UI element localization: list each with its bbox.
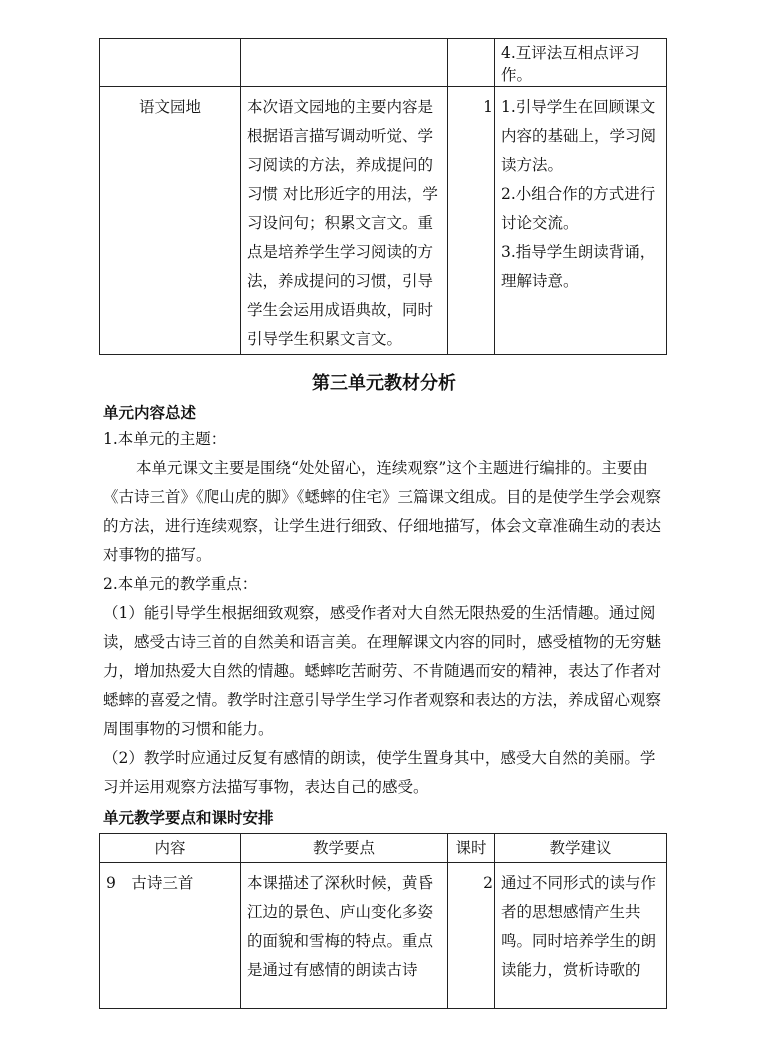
table-cell [100,87,241,355]
header-teaching-points: 教学要点 [312,839,375,857]
table-cell [495,863,667,1009]
advice-text: 通过不同形式的读与作者的思想感情产生共鸣。同时培养学生的朗读能力，赏析诗歌的 [501,874,657,979]
advice-list [495,87,666,296]
table-row [100,863,667,1009]
table-cell [241,87,448,355]
table-cell [448,863,495,1009]
teaching-points-text: 本课描述了深秋时候，黄昏江边的景色、庐山变化多姿的面貌和雪梅的特点。重点是通过有感情的朗读古诗 [247,874,434,979]
class-hours: 1 [483,98,493,116]
header-content: 内容 [154,839,186,857]
table-cell [241,863,448,1009]
table-header-row [100,834,667,863]
section-title: 单元教学要点和课时安排 [103,809,274,827]
table-row [100,87,667,355]
item-title: 2.本单元的教学重点： [103,575,258,593]
table-header-cell [241,834,448,863]
table-cell [241,39,448,87]
table-header-cell [495,834,667,863]
teaching-points-text: 本次语文园地的主要内容是根据语言描写调动听觉、学习阅读的方法，养成提问的习惯 对比形近字的用法，学习设问句；积累文言文。重点是培养学生学习阅读的方法，养成提问的习惯，引导学生会运用成语典故，同时引导学生积累文言文。 [247,98,438,348]
page-title: 第三单元教材分析 [312,373,456,394]
section-title: 单元内容总述 [103,404,197,422]
table-cell [495,87,667,355]
class-hours: 2 [483,874,493,892]
lesson-name: 语文园地 [138,98,201,116]
lesson-table-continued [99,38,667,355]
lesson-schedule-table [99,833,667,1009]
table-row [100,39,667,87]
advice-item: 3.指导学生朗读背诵，理解诗意。 [501,243,656,290]
item-title: 1.本单元的主题： [103,430,227,448]
header-teaching-advice: 教学建议 [549,839,612,857]
table-cell [448,87,495,355]
advice-item: 1.引导学生在回顾课文内容的基础上，学习阅读方法。 [501,98,657,174]
table-cell [100,39,241,87]
paragraph: 本单元课文主要是围绕“处处留心，连续观察”这个主题进行编排的。主要由《古诗三首》《爬山虎的脚》《蟋蟀的住宅》三篇课文组成。目的是使学生学会观察的方法，进行连续观察，让学生进行细致、仔细地描写，体会文章准确生动的表达对事物的描写。 [103,459,662,564]
lesson-name: 9 古诗三首 [106,874,194,892]
advice-text: 4.互评法互相点评习作。 [501,44,640,84]
header-class-hours: 课时 [455,839,487,857]
table-cell [100,863,241,1009]
paragraph: （1）能引导学生根据细致观察，感受作者对大自然无限热爱的生活情趣。通过阅读，感受古诗三首的自然美和语言美。在理解课文内容的同时，感受植物的无穷魅力，增加热爱大自然的情趣。蟋蟀吃苦耐劳、不肯随遇而安的精神，表达了作者对蟋蟀的喜爱之情。教学时注意引导学生学习作者观察和表达的方法，养成留心观察周围事物的习惯和能力。 [103,604,662,738]
table-cell [448,39,495,87]
table-cell [495,39,667,87]
paragraph: （2）教学时应通过反复有感情的朗读，使学生置身其中，感受大自然的美丽。学习并运用观察方法描写事物，表达自己的感受。 [103,749,656,796]
table-header-cell [448,834,495,863]
advice-item: 2.小组合作的方式进行讨论交流。 [501,185,656,232]
table-header-cell [100,834,241,863]
